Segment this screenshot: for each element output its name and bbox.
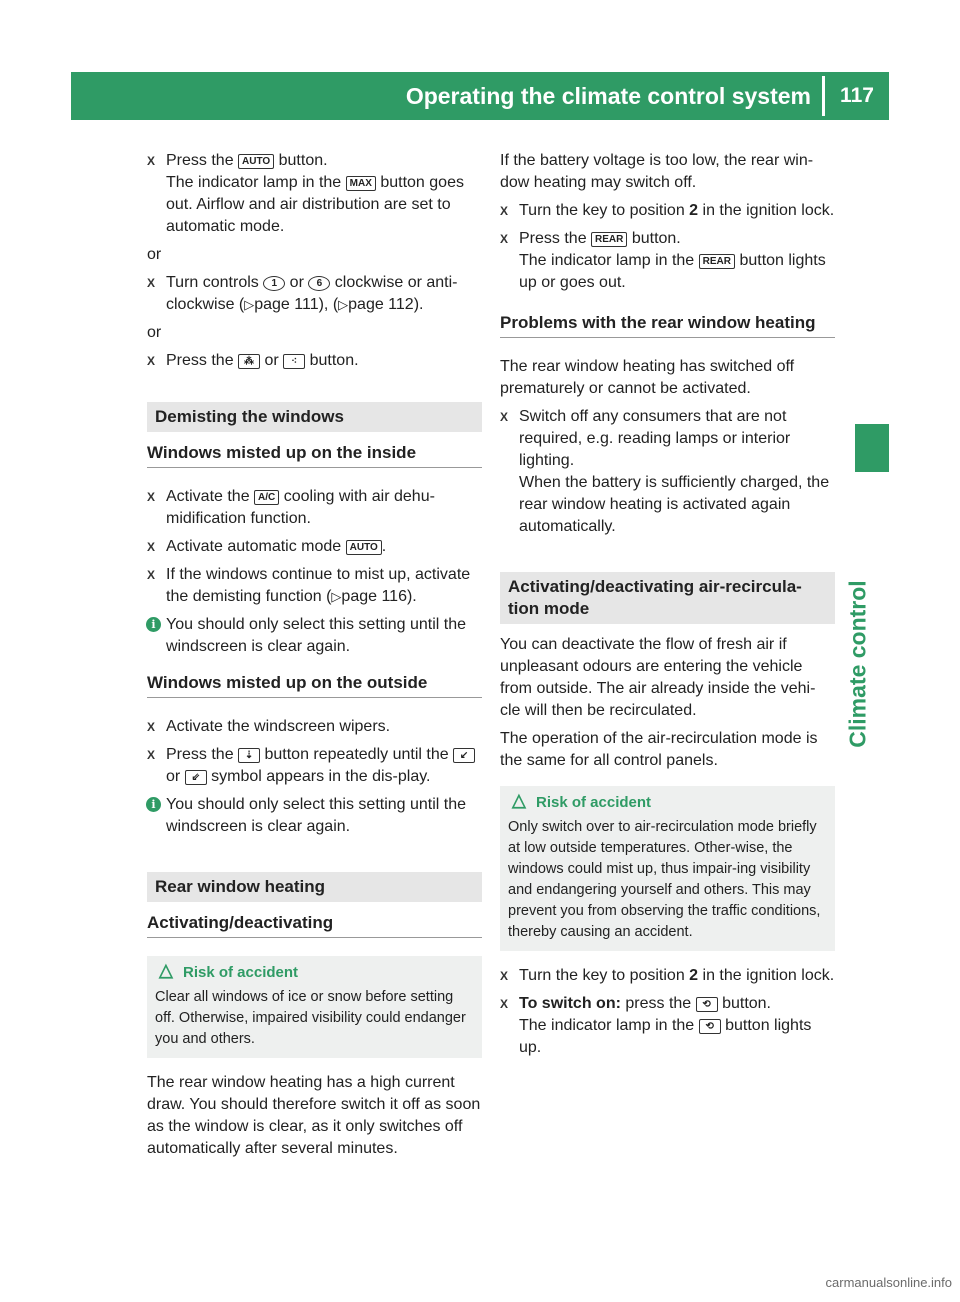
- step-press-rear: X Press the REAR button. The indicator lamp in the REAR button lights up or goes out.: [500, 230, 826, 291]
- warning-title: Risk of accident: [536, 794, 652, 811]
- step-arrow-icon: X: [147, 354, 156, 368]
- step-arrow-icon: X: [147, 490, 156, 504]
- windscreen-air-icon: ↙: [453, 748, 475, 763]
- warning-triangle-icon: △: [159, 960, 173, 980]
- step-turn-controls: X Turn controls 1 or 6 clockwise or anti-clockwise (▷page 111), (▷page 112).: [147, 274, 458, 313]
- page-ref-arrow-icon: ▷: [331, 589, 342, 604]
- section-heading: Activating/deactivating air-recircula-tion mode: [500, 572, 835, 624]
- subheading: Problems with the rear window heating: [500, 312, 835, 338]
- paragraph: The rear window heating has switched off prematurely or cannot be activated.: [500, 358, 795, 397]
- section-heading: Rear window heating: [147, 872, 482, 902]
- warning-box: [500, 786, 835, 951]
- rear-window-heating-icon: REAR: [591, 232, 627, 247]
- page-ref-arrow-icon: ▷: [338, 297, 349, 312]
- auto-button-icon: AUTO: [238, 154, 274, 169]
- step-arrow-icon: X: [147, 720, 156, 734]
- rear-window-heating-icon: REAR: [699, 254, 735, 269]
- recirculation-icon: ⟲: [696, 997, 718, 1012]
- step-arrow-icon: X: [147, 540, 156, 554]
- page-title: Operating the climate control system: [405, 83, 811, 109]
- page-ref[interactable]: page 111: [254, 296, 319, 313]
- paragraph: You can deactivate the flow of fresh air if unpleasant odours are entering the vehicle from outside. The air already inside the vehi-cle will then be recirculated.: [500, 636, 816, 719]
- warning-title: Risk of accident: [183, 964, 299, 981]
- info-icon: i: [146, 617, 161, 632]
- info-note: i You should only select this setting until the windscreen is clear again.: [147, 614, 482, 658]
- warning-text: Clear all windows of ice or snow before setting off. Otherwise, impaired visibility could endanger you and others.: [155, 989, 466, 1047]
- step-activate-auto: X Activate automatic mode AUTO .: [147, 536, 482, 558]
- info-note: i You should only select this setting until the windscreen is clear again.: [147, 794, 482, 838]
- paragraph: If the battery voltage is too low, the rear win-dow heating may switch off.: [500, 152, 814, 191]
- air-distribution-icon: ⇣: [238, 748, 260, 763]
- step-demisting: X If the windows continue to mist up, activate the demisting function (▷page 116).: [147, 566, 471, 605]
- step-arrow-icon: X: [147, 276, 156, 290]
- header-bar: [71, 72, 889, 120]
- subheading: Windows misted up on the outside: [147, 672, 482, 698]
- step-arrow-icon: X: [500, 204, 509, 218]
- warning-text: Only switch over to air-recirculation mode briefly at low outside temperatures. Other-wise, the windows could mist up, thus impair-ing visibility and endangering yourself and others. This may prevent you from observing the traffic conditions, thereby causing an accident.: [508, 819, 821, 940]
- control-6-icon: 6: [308, 276, 330, 291]
- watermark: carmanualsonline.info: [825, 1275, 952, 1290]
- step-press-fan: X Press the ⁂ or ⁖ button.: [147, 350, 482, 372]
- right-column: [500, 150, 835, 1065]
- subheading: Windows misted up on the inside: [147, 442, 482, 468]
- page-ref[interactable]: page 116: [341, 588, 407, 605]
- side-tab-marker: [855, 424, 889, 472]
- page-number: 117: [840, 84, 874, 107]
- step-press-auto: X Press the AUTO button. The indicator lamp in the MAX button goes out. Airflow and air distribution are set to automatic mode.: [147, 152, 464, 235]
- recirculation-icon: ⟲: [699, 1019, 721, 1034]
- fan-down-icon: ⁖: [283, 354, 305, 369]
- auto-button-icon: AUTO: [346, 540, 382, 555]
- step-arrow-icon: X: [147, 748, 156, 762]
- or-text: or: [147, 246, 162, 263]
- step-air-distribution: X Press the ⇣ button repeatedly until the ↙ or ⇙ symbol appears in the dis-play.: [147, 744, 482, 788]
- left-column: [147, 150, 482, 1166]
- windscreen-footwell-air-icon: ⇙: [185, 770, 207, 785]
- page-ref-arrow-icon: ▷: [244, 297, 255, 312]
- step-arrow-icon: X: [147, 568, 156, 582]
- step-arrow-icon: X: [147, 154, 156, 168]
- fan-up-icon: ⁂: [238, 354, 260, 369]
- step-key-position: X Turn the key to position 2 in the ignition lock.: [500, 965, 835, 987]
- step-arrow-icon: X: [500, 969, 509, 983]
- step-switch-on-recirculation: X To switch on: press the ⟲ button. The indicator lamp in the ⟲ button lights up.: [500, 995, 812, 1056]
- info-icon: i: [146, 797, 161, 812]
- step-arrow-icon: X: [500, 997, 509, 1011]
- or-text: or: [147, 324, 162, 341]
- warning-box: [147, 956, 482, 1058]
- max-defrost-icon: MAX: [346, 176, 376, 191]
- step-wipers: X Activate the windscreen wipers.: [147, 716, 482, 738]
- warning-triangle-icon: △: [512, 790, 526, 810]
- page-ref[interactable]: page 112: [348, 296, 414, 313]
- step-activate-ac: X Activate the A/C cooling with air dehu-midification function.: [147, 488, 435, 527]
- subheading: Activating/deactivating: [147, 912, 482, 938]
- step-switch-off-consumers: X Switch off any consumers that are not required, e.g. reading lamps or interior lighting. When the battery is sufficiently charged, the rear window heating is activated again automatically.: [500, 408, 830, 535]
- side-tab-label: Climate control: [844, 580, 871, 748]
- step-arrow-icon: X: [500, 232, 509, 246]
- paragraph: The rear window heating has a high current draw. You should therefore switch it off as soon as the window is clear, as it only switches off automatically after several minutes.: [147, 1074, 481, 1157]
- ac-button-icon: A/C: [254, 490, 279, 505]
- step-key-position: X Turn the key to position 2 in the ignition lock.: [500, 200, 835, 222]
- paragraph: The operation of the air-recirculation mode is the same for all control panels.: [500, 730, 818, 769]
- section-heading: Demisting the windows: [147, 402, 482, 432]
- step-arrow-icon: X: [500, 410, 509, 424]
- header-divider: [822, 76, 825, 116]
- control-1-icon: 1: [263, 276, 285, 291]
